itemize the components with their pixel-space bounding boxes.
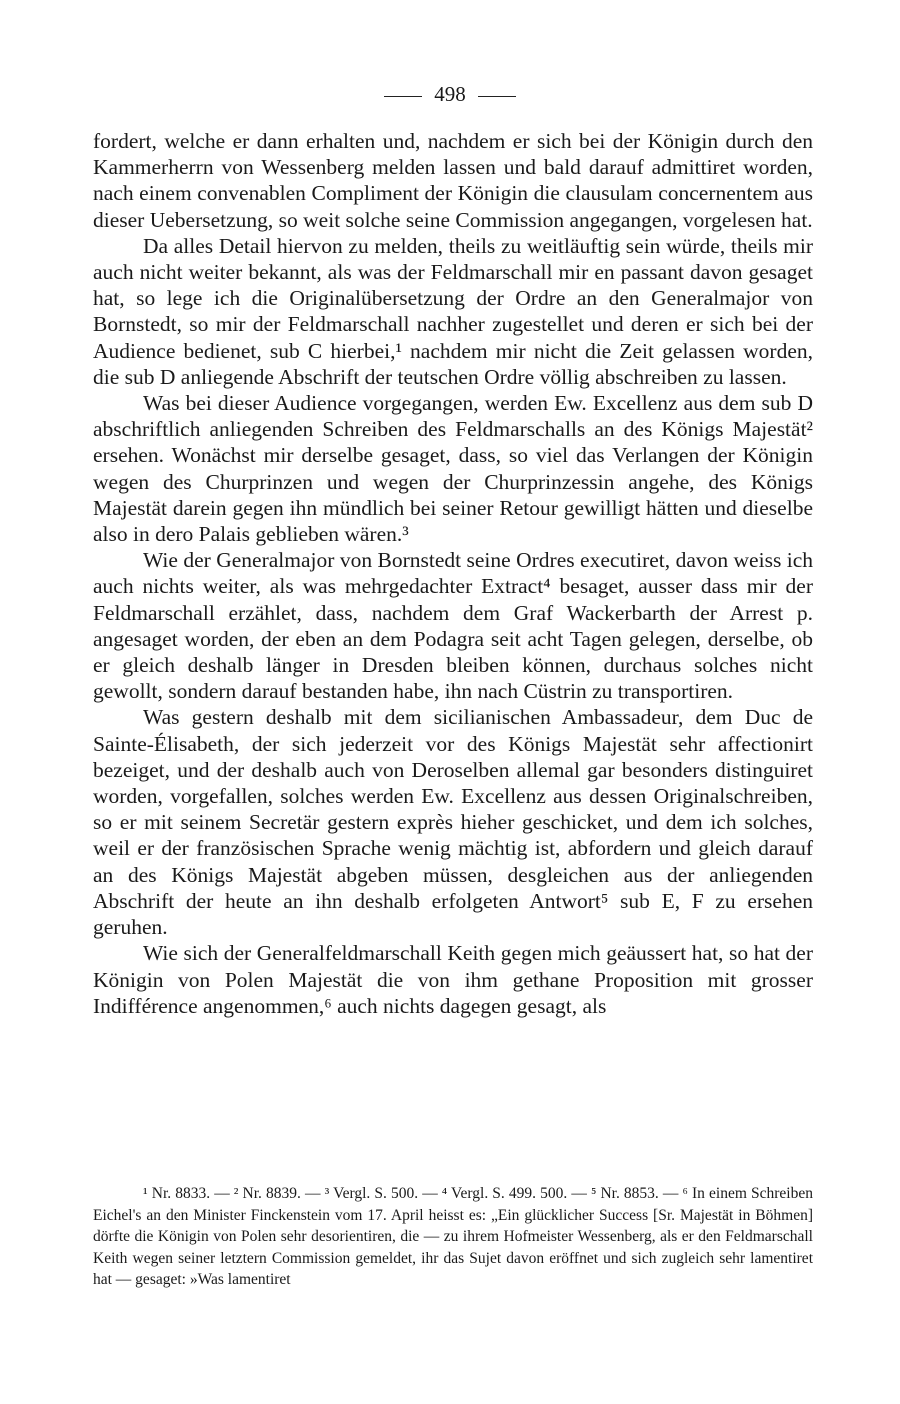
footnote-text: ¹ Nr. 8833. — ² Nr. 8839. — ³ Vergl. S. 500. — ⁴ Vergl. S. 499. 500. — ⁵ Nr. 8853. — ⁶ In einem Schreiben Eichel's an den Minister Finckenstein vom 17. April heisst es: „Ein glücklicher Success [Sr. Majestät in Böhmen] dörfte die Königin von Polen sehr desorientiren, die — zu ihrem Hofmeister Wessenberg, als er den Feldmarschall Keith wegen seiner letztern Commission gemeldet, ihr das Sujet davon eröffnet und sich zugleich sehr lamentiret hat — gesaget: »Was lamentiret <box>93 1185 813 1288</box>
paragraph-1: fordert, welche er dann erhalten und, nachdem er sich bei der Königin durch den Kammerherrn von Wessenberg melden lassen und bald darauf admittiret worden, nach einem convenablen Compliment der Königin die clausulam concernentem aus dieser Uebersetzung, so weit solche seine Commission angegangen, vorgelesen hat. <box>93 129 813 232</box>
paragraph-2: Da alles Detail hiervon zu melden, theils zu weitläuftig sein würde, theils mir auch nicht weiter bekannt, als was der Feldmarschall mir en passant davon gesaget hat, so lege ich die Originalübersetzung der Ordre an den Generalmajor von Bornstedt, so mir der Feldmarschall nachher zugestellet und deren er sich bei der Audience bedienet, sub C hierbei,¹ nachdem mir nicht die Zeit gelassen worden, die sub D anliegende Abschrift der teutschen Ordre völlig abschreiben zu lassen. <box>93 233 813 389</box>
page-number: 498 <box>434 82 466 106</box>
paragraph-6: Wie sich der Generalfeldmarschall Keith gegen mich geäussert hat, so hat der Königin von Polen Majestät die von ihm gethane Proposition mit grosser Indifférence angenommen,⁶ auch nichts dagegen gesagt, als <box>93 941 813 1018</box>
paragraph-5: Was gestern deshalb mit dem sicilianischen Ambassadeur, dem Duc de Sainte-Élisabeth, der sich jederzeit vor des Königs Majestät sehr affectionirt bezeiget, und der deshalb auch von Deroselben allemal gar besonders distinguiret worden, vorgefallen, solches werden Ew. Excellenz aus dessen Originalschreiben, so er mit seinem Secretär gestern exprès hieher geschicket, und dem ich solches, weil er der französischen Sprache wenig mächtig ist, abfordern und gleich darauf an des Königs Majestät abgeben müssen, desgleichen aus der anliegenden Abschrift der heute an ihn deshalb erfolgeten Antwort⁵ sub E, F zu ersehen geruhen. <box>93 705 813 940</box>
header-dash-right <box>478 96 516 97</box>
page-header <box>0 82 900 107</box>
footnotes <box>93 1183 813 1291</box>
body-text <box>93 128 813 1019</box>
paragraph-3: Was bei dieser Audience vorgegangen, werden Ew. Excellenz aus dem sub D abschriftlich anliegenden Schreiben des Feldmarschalls an des Königs Majestät² ersehen. Wonächst mir derselbe gesaget, dass, so viel das Verlangen der Königin wegen des Churprinzen und wegen der Churprinzessin angehe, des Königs Majestät darein gegen ihn mündlich bei seiner Retour gewilligt hätten und dieselbe also in dero Palais geblieben wären.³ <box>93 391 813 547</box>
header-dash-left <box>384 96 422 97</box>
paragraph-4: Wie der Generalmajor von Bornstedt seine Ordres executiret, davon weiss ich auch nichts weiter, als was mehrgedachter Extract⁴ besaget, ausser dass mir der Feldmarschall erzählet, dass, nachdem dem Graf Wackerbarth der Arrest p. angesaget worden, der eben an dem Podagra seit acht Tagen gelegen, derselbe, ob er gleich deshalb länger in Dresden bleiben können, durchaus solches nicht gewollt, sondern darauf bestanden habe, ihn nach Cüstrin zu transportiren. <box>93 548 813 704</box>
